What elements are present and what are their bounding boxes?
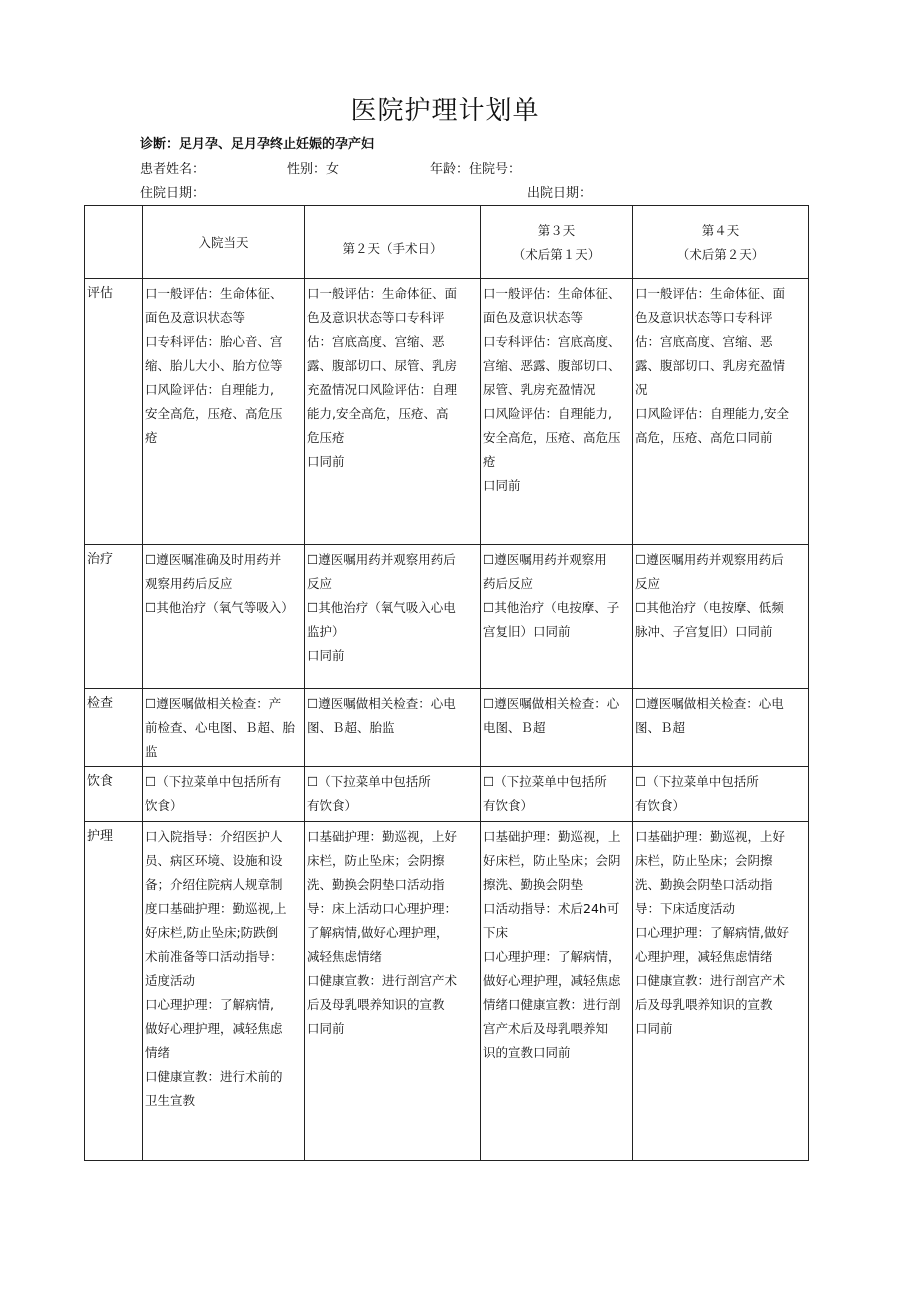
- cell-line: 导：下床适度活动: [635, 901, 736, 916]
- plan-cell: [481, 689, 633, 767]
- cell-line: 宫缩、恶露、腹部切口、: [483, 358, 621, 373]
- cell-line: 安全高危，压疮、高危压: [145, 406, 283, 421]
- cell-line: 疮: [145, 430, 158, 445]
- table-row: [85, 279, 809, 545]
- column-header-line: （术后第１天）: [512, 246, 601, 262]
- cell-line: 口基础护理：勤巡视，上好: [635, 829, 786, 844]
- plan-cell: [305, 545, 481, 689]
- row-label: 护理: [85, 822, 143, 1161]
- cell-line: ☐（下拉菜单中包括所: [307, 774, 431, 789]
- cell-line: 备；介绍住院病人规章制: [145, 877, 283, 892]
- cell-line: 监护）: [307, 624, 345, 639]
- column-header-line: 第２天（手术日）: [342, 241, 443, 256]
- cell-line: ☐（下拉菜单中包括所: [635, 774, 759, 789]
- column-header-line: 第４天: [701, 222, 740, 238]
- plan-cell: [305, 822, 481, 1161]
- cell-line: 面色及意识状态等: [483, 310, 584, 325]
- cell-line: 口同前: [307, 648, 345, 663]
- patient-name-label: 患者姓名：: [140, 162, 206, 177]
- cell-line: 口专科评估：胎心音、宫: [145, 334, 283, 349]
- cell-line: 口一般评估：生命体征、: [483, 286, 621, 301]
- plan-cell: [305, 279, 481, 545]
- cell-line: 图、Ｂ超: [635, 720, 686, 735]
- plan-cell: [633, 545, 809, 689]
- corner-cell: [85, 206, 143, 279]
- cell-line: 口心理护理：了解病情,: [145, 997, 274, 1012]
- cell-line: 卫生宣教: [145, 1093, 196, 1108]
- cell-line: 危压疮: [307, 430, 345, 445]
- cell-line: 脉冲、子宫复旧）口同前: [635, 624, 773, 639]
- cell-line: 度口基础护理：勤巡视,上: [145, 901, 287, 916]
- column-header-line: 第３天: [537, 222, 576, 238]
- cell-line: 口入院指导：介绍医护人: [145, 829, 283, 844]
- cell-line: 前检查、心电图、Ｂ超、胎: [145, 720, 296, 735]
- cell-line: 高危，压疮、高危口同前: [635, 430, 773, 445]
- table-row: [85, 767, 809, 822]
- cell-line: 员、病区环境、设施和设: [145, 853, 283, 868]
- cell-line: 监: [145, 744, 158, 759]
- cell-line: 口一般评估：生命体征、面: [307, 286, 458, 301]
- plan-cell: [305, 767, 481, 822]
- row-label: 检查: [85, 689, 143, 767]
- cell-line: 床栏，防止坠床；会阴擦: [307, 853, 445, 868]
- patient-gender: 性别：女: [287, 162, 340, 177]
- cell-line: ☐遵医嘱做相关检查：心电: [307, 696, 456, 711]
- column-header-day-4: [633, 206, 809, 279]
- cell-line: 口健康宣教：进行术前的: [145, 1069, 283, 1084]
- cell-line: 适度活动: [145, 973, 196, 988]
- cell-line: 口健康宣教：进行剖宫产术: [635, 973, 786, 988]
- cell-line: 口一般评估：生命体征、: [145, 286, 283, 301]
- admit-date-label: 住院日期：: [140, 186, 206, 201]
- plan-cell: [481, 279, 633, 545]
- cell-line: 口基础护理：勤巡视，上好: [307, 829, 458, 844]
- cell-line: 做好心理护理，减轻焦虑: [145, 1021, 283, 1036]
- column-header-day-1: [143, 206, 305, 279]
- cell-line: 了解病情,做好心理护理，: [307, 925, 449, 940]
- cell-line: 情绪: [145, 1045, 171, 1060]
- cell-line: 缩、胎儿大小、胎方位等: [145, 358, 283, 373]
- cell-line: 床栏，防止坠床；会阴擦: [635, 853, 773, 868]
- cell-line: 后及母乳喂养知识的宣教: [635, 997, 773, 1012]
- cell-line: 口风险评估：自理能力,安全: [635, 406, 789, 421]
- cell-line: 口同前: [307, 454, 345, 469]
- cell-line: 有饮食）: [483, 798, 534, 813]
- cell-line: 口心理护理：了解病情,做好: [635, 925, 789, 940]
- cell-line: 心理护理，减轻焦虑情绪: [635, 949, 773, 964]
- cell-line: 估：宫底高度、宫缩、恶: [635, 334, 773, 349]
- plan-cell: [143, 279, 305, 545]
- table-row: [85, 545, 809, 689]
- header-row: [85, 206, 809, 279]
- cell-line: 好床栏,防止坠床;防跌倒: [145, 925, 279, 940]
- column-header-day-3: [481, 206, 633, 279]
- cell-line: 口同前: [483, 478, 521, 493]
- cell-line: 能力,安全高危，压疮、高: [307, 406, 449, 421]
- cell-line: 口一般评估：生命体征、面: [635, 286, 786, 301]
- plan-cell: [481, 545, 633, 689]
- cell-line: ☐其他治疗（氧气吸入心电: [307, 600, 456, 615]
- cell-line: 后及母乳喂养知识的宣教: [307, 997, 445, 1012]
- cell-line: 术前准备等口活动指导：: [145, 949, 283, 964]
- cell-line: 观察用药后反应: [145, 576, 233, 591]
- plan-cell: [633, 767, 809, 822]
- plan-cell: [481, 822, 633, 1161]
- cell-line: ☐遵医嘱做相关检查：产: [145, 696, 282, 711]
- cell-line: 有饮食）: [635, 798, 686, 813]
- column-header-line: （术后第２天）: [676, 246, 765, 262]
- cell-line: 做好心理护理，减轻焦虑: [483, 973, 621, 988]
- cell-line: 尿管、乳房充盈情况: [483, 382, 596, 397]
- cell-line: ☐其他治疗（电按摩、低频: [635, 600, 784, 615]
- cell-line: ☐其他治疗（氧气等吸入）: [145, 600, 294, 615]
- cell-line: 露、腹部切口、尿管、乳房: [307, 358, 458, 373]
- column-header-line: 入院当天: [198, 234, 249, 250]
- cell-line: ☐遵医嘱准确及时用药并: [145, 552, 282, 567]
- cell-line: 安全高危，压疮、高危压: [483, 430, 621, 445]
- cell-line: 识的宣教口同前: [483, 1045, 571, 1060]
- cell-line: 疮: [483, 454, 496, 469]
- cell-line: 宫复旧）口同前: [483, 624, 571, 639]
- cell-line: 色及意识状态等口专科评: [635, 310, 773, 325]
- cell-line: 导：床上活动口心理护理：: [307, 901, 458, 916]
- row-label: 饮食: [85, 767, 143, 822]
- cell-line: 色及意识状态等口专科评: [307, 310, 445, 325]
- cell-line: 口健康宣教：进行剖宫产术: [307, 973, 458, 988]
- care-plan-table: [84, 205, 809, 1161]
- row-label: 评估: [85, 279, 143, 545]
- plan-cell: [143, 545, 305, 689]
- table-row: [85, 822, 809, 1161]
- cell-line: 口同前: [635, 1021, 673, 1036]
- cell-line: ☐（下拉菜单中包括所: [483, 774, 607, 789]
- patient-age-id-label: 年龄：住院号：: [430, 162, 522, 177]
- plan-cell: [633, 279, 809, 545]
- cell-line: 擦洗、勤换会阴垫: [483, 877, 584, 892]
- plan-cell: [481, 767, 633, 822]
- cell-line: 减轻焦虑情绪: [307, 949, 383, 964]
- cell-line: 口同前: [307, 1021, 345, 1036]
- page-title: 医院护理计划单: [350, 96, 540, 126]
- plan-cell: [305, 689, 481, 767]
- cell-line: ☐遵医嘱做相关检查：心: [483, 696, 620, 711]
- cell-line: ☐其他治疗（电按摩、子: [483, 600, 620, 615]
- cell-line: 药后反应: [483, 576, 534, 591]
- cell-line: 反应: [307, 576, 333, 591]
- cell-line: ☐遵医嘱用药并观察用药后: [635, 552, 784, 567]
- plan-cell: [143, 689, 305, 767]
- cell-line: 况: [635, 382, 648, 397]
- cell-line: 情绪口健康宣教：进行剖: [483, 997, 621, 1012]
- cell-line: 口专科评估：宫底高度、: [483, 334, 621, 349]
- cell-line: 口活动指导：术后24h可: [483, 901, 620, 916]
- cell-line: 电图、Ｂ超: [483, 720, 546, 735]
- cell-line: 好床栏，防止坠床；会阴: [483, 853, 621, 868]
- cell-line: 口基础护理：勤巡视，上: [483, 829, 621, 844]
- cell-line: 宫产术后及母乳喂养知: [483, 1021, 609, 1036]
- column-header-day-2: [305, 206, 481, 279]
- cell-line: ☐遵医嘱用药并观察用: [483, 552, 607, 567]
- cell-line: 露、腹部切口、乳房充盈情: [635, 358, 786, 373]
- cell-line: 充盈情况口风险评估：自理: [307, 382, 458, 397]
- discharge-date-label: 出院日期：: [527, 186, 593, 201]
- cell-line: 洗、勤换会阴垫口活动指: [635, 877, 773, 892]
- cell-line: 饮食）: [145, 798, 183, 813]
- cell-line: 估：宫底高度、宫缩、恶: [307, 334, 445, 349]
- cell-line: 口心理护理：了解病情，: [483, 949, 621, 964]
- cell-line: ☐（下拉菜单中包括所有: [145, 774, 282, 789]
- plan-cell: [633, 822, 809, 1161]
- cell-line: ☐遵医嘱用药并观察用药后: [307, 552, 456, 567]
- cell-line: 下床: [483, 925, 509, 940]
- plan-cell: [633, 689, 809, 767]
- plan-cell: [143, 822, 305, 1161]
- row-label: 治疗: [85, 545, 143, 689]
- diagnosis: 诊断：足月孕、足月孕终止妊娠的孕产妇: [140, 137, 375, 152]
- cell-line: 有饮食）: [307, 798, 358, 813]
- cell-line: 口风险评估：自理能力,: [145, 382, 274, 397]
- cell-line: 面色及意识状态等: [145, 310, 246, 325]
- plan-cell: [143, 767, 305, 822]
- cell-line: 口风险评估：自理能力,: [483, 406, 612, 421]
- cell-line: 反应: [635, 576, 661, 591]
- cell-line: ☐遵医嘱做相关检查：心电: [635, 696, 784, 711]
- cell-line: 图、Ｂ超、胎监: [307, 720, 395, 735]
- cell-line: 洗、勤换会阴垫口活动指: [307, 877, 445, 892]
- table-row: [85, 689, 809, 767]
